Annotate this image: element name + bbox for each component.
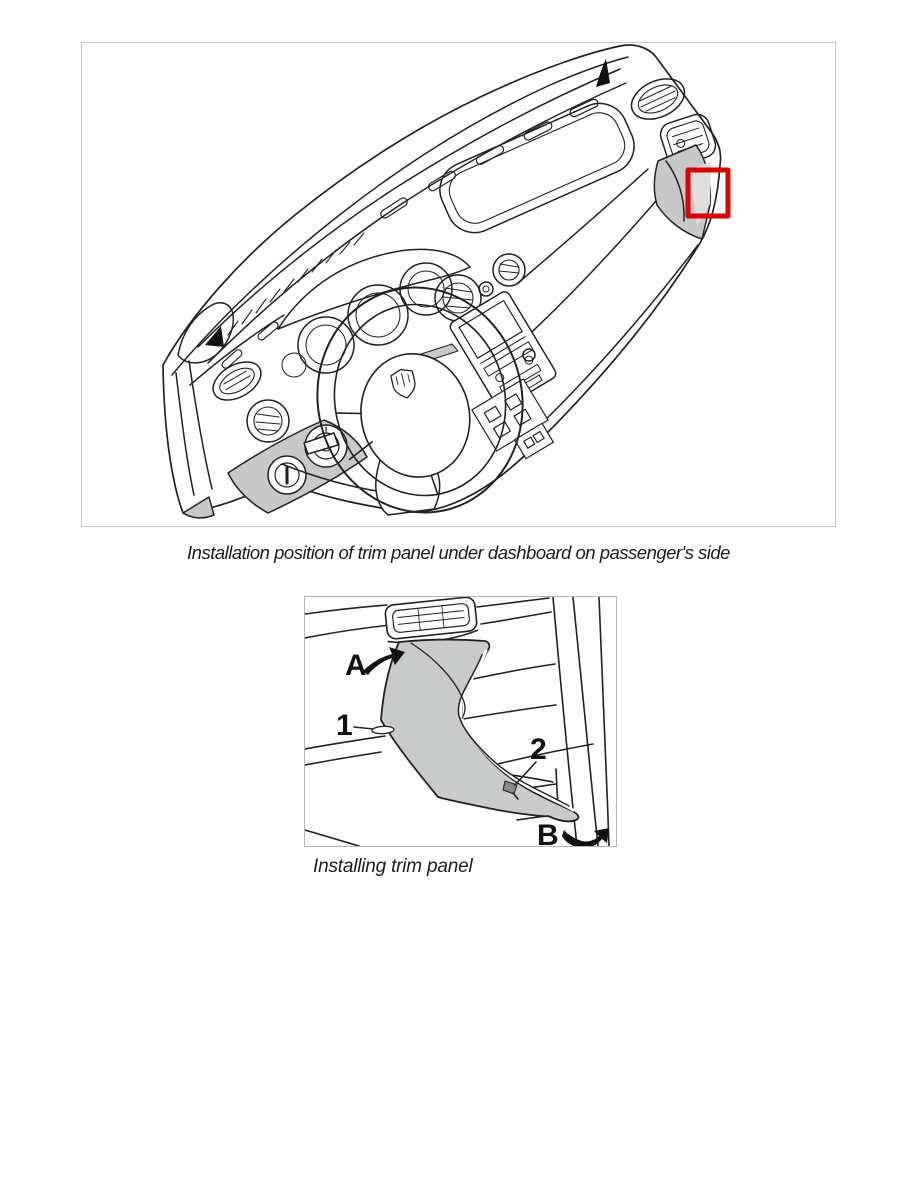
dash-top-line	[477, 598, 551, 624]
dash-side-line	[305, 830, 359, 846]
dash-top-line	[305, 605, 391, 638]
dash-air-vent	[384, 597, 478, 646]
trim-panel-install-drawing	[305, 597, 616, 846]
label-a: A	[345, 649, 367, 682]
dashboard-overview-drawing	[82, 43, 835, 526]
label-2: 2	[530, 733, 547, 766]
arrow-b-icon	[562, 828, 609, 846]
label-b: B	[537, 819, 559, 846]
figure2-caption: Installing trim panel	[313, 856, 473, 877]
figure1-caption: Installation position of trim panel under dashboard on passenger's side	[187, 542, 730, 563]
figure2-frame	[304, 596, 617, 847]
label-1: 1	[336, 709, 353, 742]
leader-line-1	[354, 727, 373, 729]
figure1-frame	[81, 42, 836, 527]
light-switch-knob	[268, 456, 306, 494]
